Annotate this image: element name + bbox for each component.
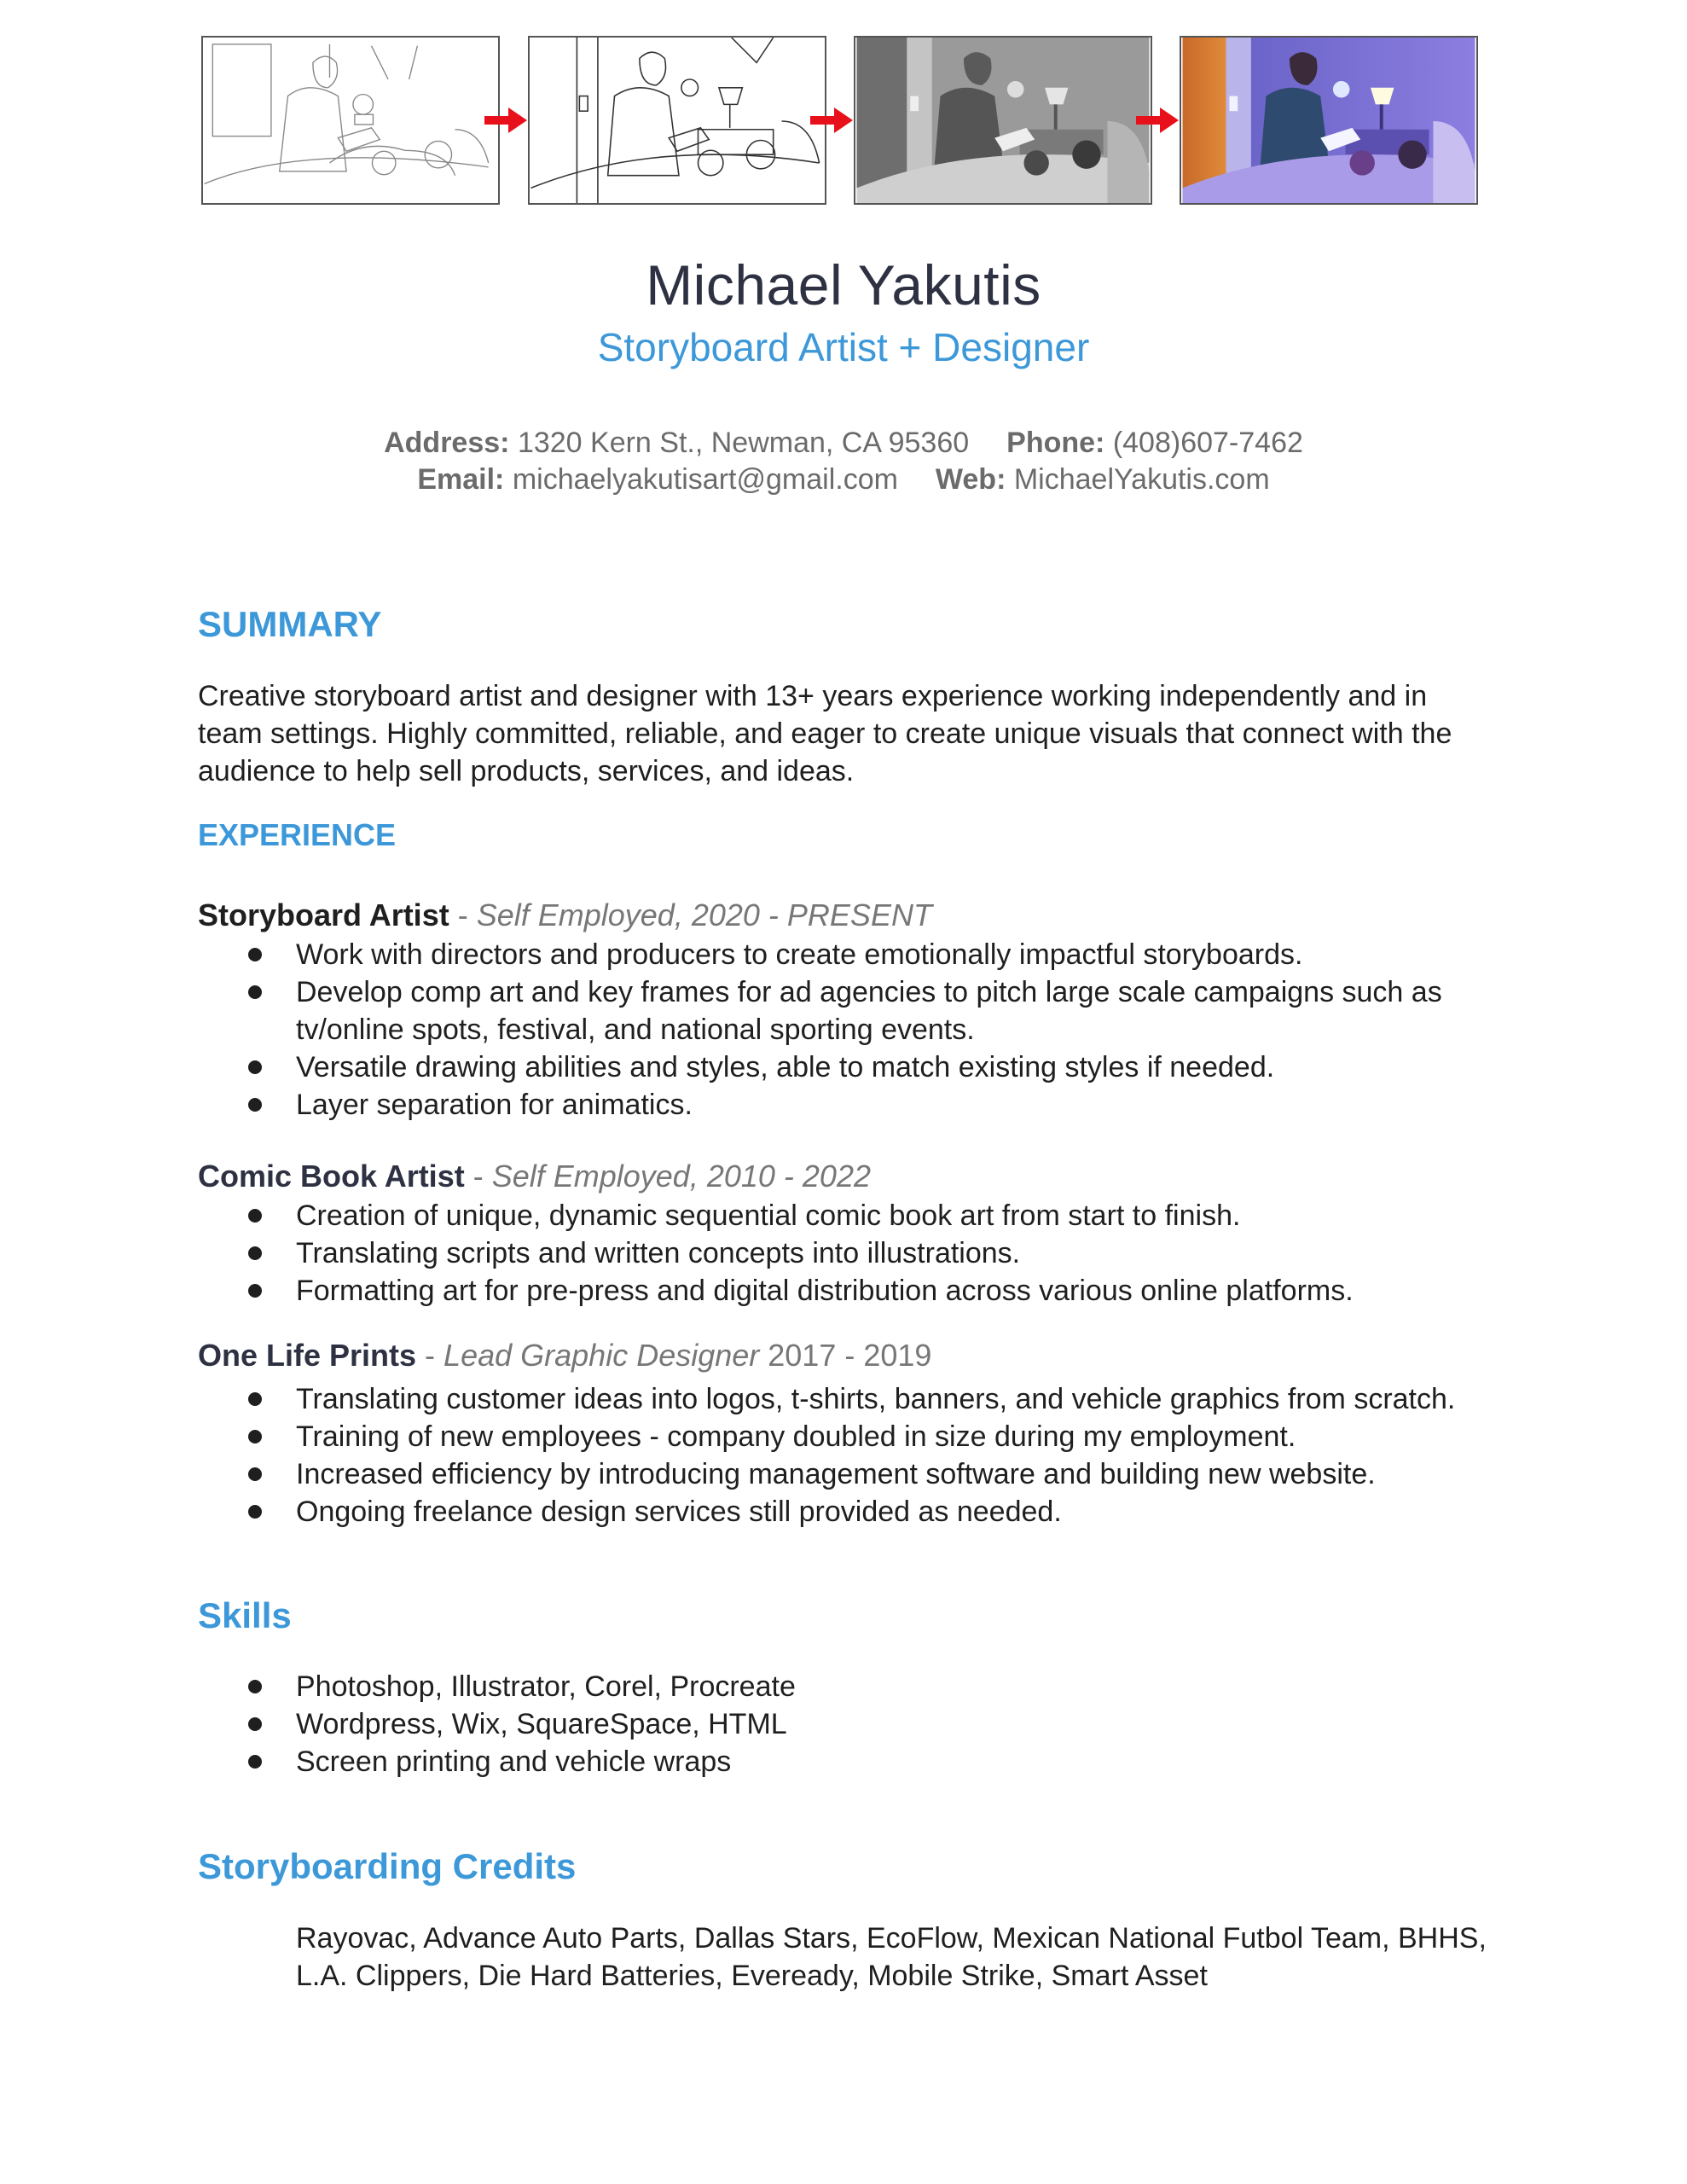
experience-heading: EXPERIENCE [198, 817, 397, 852]
bullet-icon [248, 1717, 262, 1731]
arrow-right-icon [810, 107, 853, 133]
web-link[interactable]: MichaelYakutis.com [1013, 463, 1270, 496]
list-item [0, 1086, 1516, 1124]
summary-heading: SUMMARY [198, 604, 382, 644]
arrow-right-icon [1136, 107, 1179, 133]
list-item-text: Develop comp art and key frames for ad agencies to pitch large scale campaigns such as tv/online spots, festival, and national sporting events. [296, 976, 1442, 1046]
storyboard-panel-sketch [201, 36, 500, 205]
storyboard-panel-color [1180, 36, 1478, 205]
list-item [0, 1380, 1516, 1418]
sketch-illustration [203, 38, 498, 203]
list-item-text: Creation of unique, dynamic sequential comic book art from start to finish. [296, 1199, 1241, 1232]
list-item-text: Ongoing freelance design services still provided as needed. [296, 1496, 1062, 1528]
job-meta: Self Employed, 2010 - 2022 [491, 1159, 871, 1194]
list-item [0, 973, 1516, 1048]
list-item-text: Formatting art for pre-press and digital distribution across various online platforms. [296, 1275, 1354, 1307]
list-item-text: Translating scripts and written concepts into illustrations. [296, 1237, 1021, 1269]
grayscale-illustration [855, 38, 1151, 203]
list-item-text: Layer separation for animatics. [296, 1089, 693, 1121]
bullet-icon [248, 1680, 262, 1693]
job-separator: - [449, 897, 477, 932]
job-title: Storyboard Artist [198, 897, 449, 932]
job-separator: - [416, 1338, 444, 1373]
list-item [0, 1493, 1516, 1531]
storyboard-panel-grayscale [854, 36, 1152, 205]
list-item-text: Versatile drawing abilities and styles, able to match existing styles if needed. [296, 1051, 1275, 1083]
list-item-text: Photoshop, Illustrator, Corel, Procreate [296, 1670, 796, 1703]
address-value: 1320 Kern St., Newman, CA 95360 [517, 427, 970, 459]
bullet-icon [248, 1392, 262, 1406]
job-heading [198, 1159, 871, 1194]
color-illustration [1181, 38, 1476, 203]
job-meta: Lead Graphic Designer [443, 1338, 760, 1373]
summary-text: Creative storyboard artist and designer with 13+ years experience working independently and in team settings. Highly committed, reliable, and eager to create unique visuals that connect with the audience to help sell products, services, and ideas. [198, 680, 1452, 787]
lineart-illustration [530, 38, 825, 203]
bullet-icon [248, 1246, 262, 1260]
phone-label: Phone: [1006, 427, 1105, 459]
email-label: Email: [417, 463, 505, 496]
list-item [0, 1705, 1516, 1743]
job-years: 2017 - 2019 [759, 1338, 932, 1373]
list-item [0, 1272, 1516, 1310]
list-item-text: Increased efficiency by introducing management software and building new website. [296, 1458, 1376, 1490]
list-item [0, 1455, 1516, 1493]
resume-role: Storyboard Artist + Designer [597, 325, 1090, 369]
bullet-icon [248, 1209, 262, 1223]
job-title: One Life Prints [198, 1338, 417, 1373]
bullet-icon [248, 1505, 262, 1519]
storyboard-panel-lineart [528, 36, 826, 205]
skills-list [0, 1668, 1687, 1780]
list-item [0, 1418, 1516, 1455]
job-bullets [0, 1197, 1687, 1310]
list-item-text: Work with directors and producers to create emotionally impactful storyboards. [296, 938, 1303, 971]
list-item [0, 1197, 1516, 1234]
list-item [0, 1048, 1516, 1086]
job-separator: - [464, 1159, 492, 1194]
web-label: Web: [935, 463, 1006, 496]
resume-name: Michael Yakutis [646, 253, 1041, 317]
job-bullets [0, 936, 1687, 1124]
bullet-icon [248, 1467, 262, 1481]
bullet-icon [248, 1060, 262, 1074]
bullet-icon [248, 948, 262, 961]
contact-line-2 [0, 463, 1687, 497]
job-title: Comic Book Artist [198, 1159, 465, 1194]
credits-heading: Storyboarding Credits [198, 1846, 577, 1886]
list-item-text: Screen printing and vehicle wraps [296, 1745, 732, 1778]
job-heading [198, 897, 932, 933]
credits-text: Rayovac, Advance Auto Parts, Dallas Stars, EcoFlow, Mexican National Futbol Team, BHHS, L.A. Clippers, Die Hard Batteries, Eveready, Mobile Strike, Smart Asset [296, 1922, 1487, 1992]
bullet-icon [248, 1430, 262, 1443]
phone-value: (408)607-7462 [1112, 427, 1303, 459]
job-bullets [0, 1380, 1687, 1531]
job-meta: Self Employed, 2020 - PRESENT [476, 897, 932, 932]
list-item-text: Translating customer ideas into logos, t-shirts, banners, and vehicle graphics from scratch. [296, 1383, 1456, 1415]
address-label: Address: [384, 427, 510, 459]
contact-line-1 [0, 427, 1687, 460]
list-item-text: Training of new employees - company doubled in size during my employment. [296, 1420, 1296, 1453]
bullet-icon [248, 1098, 262, 1112]
bullet-icon [248, 1284, 262, 1298]
list-item-text: Wordpress, Wix, SquareSpace, HTML [296, 1708, 787, 1740]
bullet-icon [248, 985, 262, 999]
list-item [0, 1743, 1516, 1780]
bullet-icon [248, 1755, 262, 1769]
skills-heading: Skills [198, 1595, 292, 1635]
email-link[interactable]: michaelyakutisart@gmail.com [512, 463, 898, 496]
list-item [0, 936, 1516, 973]
list-item [0, 1668, 1516, 1705]
arrow-right-icon [484, 107, 527, 133]
list-item [0, 1234, 1516, 1272]
job-heading [198, 1338, 931, 1374]
